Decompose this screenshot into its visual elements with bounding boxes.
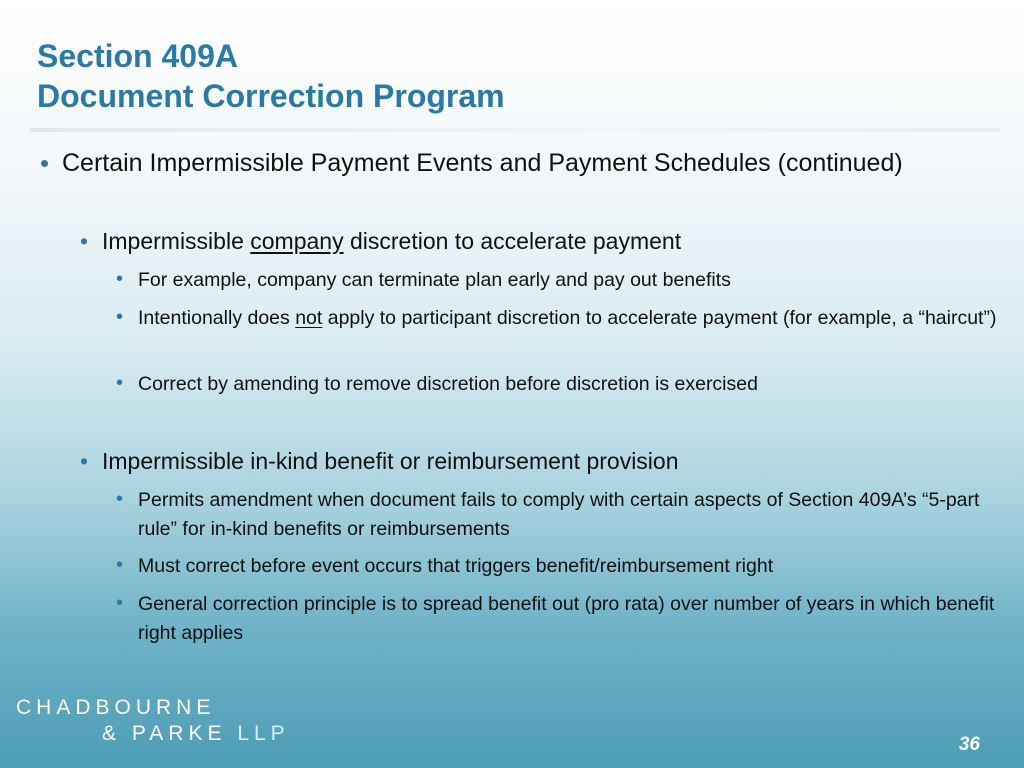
logo-line-1: CHADBOURNE bbox=[16, 696, 216, 719]
bullet-icon: • bbox=[80, 448, 89, 474]
title-line-2: Document Correction Program bbox=[37, 78, 505, 114]
page-number: 36 bbox=[958, 734, 980, 755]
bullet-text: General correction principle is to spread benefit out (pro rata) over number of years in which benefit right applies bbox=[138, 593, 995, 644]
bullet-icon: • bbox=[116, 488, 124, 510]
bullet-general-principle bbox=[116, 590, 998, 648]
title-line-1: Section 409A bbox=[37, 38, 238, 74]
bullet-participant-discretion bbox=[116, 304, 998, 333]
slide-title bbox=[37, 36, 505, 116]
firm-logo bbox=[16, 695, 290, 747]
bullet-text: Impermissible in-kind benefit or reimbursement provision bbox=[102, 448, 679, 474]
bullet-text: Must correct before event occurs that triggers benefit/reimbursement right bbox=[138, 555, 774, 577]
bullet-permits-amendment bbox=[116, 486, 998, 544]
bullet-icon: • bbox=[116, 554, 124, 576]
logo-line-2 bbox=[102, 721, 290, 747]
bullet-correct-amending bbox=[116, 370, 998, 399]
bullet-icon: • bbox=[116, 268, 124, 290]
bullet-icon: • bbox=[116, 306, 124, 328]
bullet-company-discretion bbox=[80, 226, 962, 256]
bullet-text-pre: Impermissible bbox=[102, 228, 251, 254]
bullet-payment-events bbox=[40, 146, 962, 180]
bullet-text: For example, company can terminate plan early and pay out benefits bbox=[138, 269, 731, 291]
bullet-text-pre: Intentionally does bbox=[138, 307, 296, 329]
bullet-text-post: discretion to accelerate payment bbox=[343, 228, 682, 254]
bullet-text: Certain Impermissible Payment Events and Payment Schedules (continued) bbox=[62, 149, 903, 177]
bullet-icon: • bbox=[80, 228, 89, 254]
logo-line-2-suffix: LLP bbox=[226, 722, 290, 745]
logo-line-2-main: & PARKE bbox=[102, 722, 227, 745]
underlined-word-not: not bbox=[295, 307, 323, 329]
bullet-text-post: apply to participant discretion to accelerate payment (for example, a “haircut”) bbox=[322, 307, 997, 329]
bullet-icon: • bbox=[116, 592, 124, 614]
title-divider bbox=[30, 128, 1000, 132]
bullet-must-correct bbox=[116, 552, 998, 581]
underlined-word-company: company bbox=[250, 228, 344, 254]
bullet-icon: • bbox=[40, 148, 50, 178]
bullet-in-kind-benefit bbox=[80, 446, 962, 476]
bullet-text: Correct by amending to remove discretion before discretion is exercised bbox=[138, 373, 758, 395]
bullet-icon: • bbox=[116, 372, 124, 394]
bullet-example-terminate bbox=[116, 266, 998, 295]
bullet-text: Permits amendment when document fails to comply with certain aspects of Section 409A’s “5-part rule” for in-kind benefits or reimbursements bbox=[138, 489, 980, 540]
